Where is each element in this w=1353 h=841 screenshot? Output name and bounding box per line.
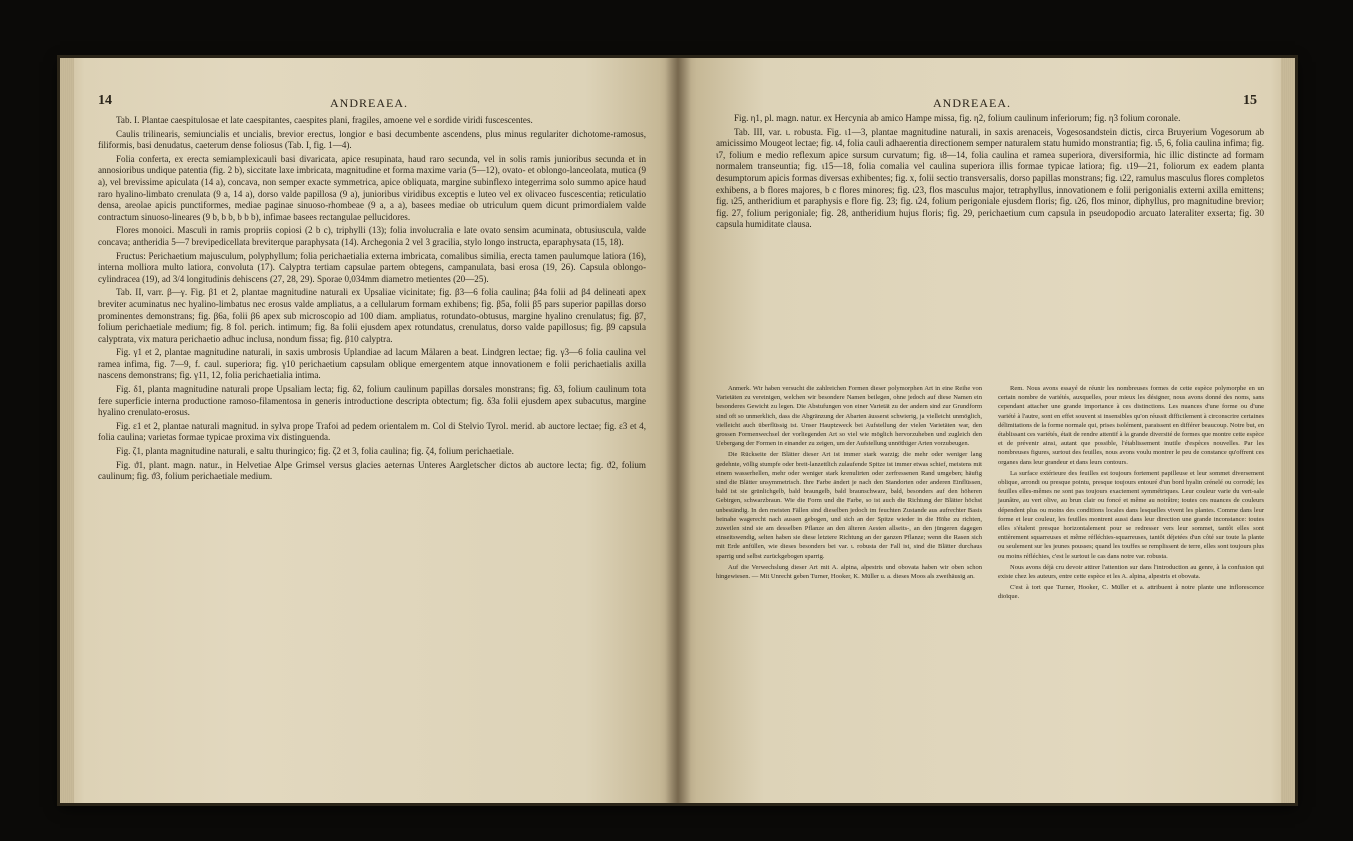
left-text-block (98, 115, 646, 485)
paragraph: Fructus: Perichaetium majusculum, polyphyllum; folia perichaetialia externa imbricata, comalibus similia, erecta tamen paulumque latiora (16), interna molliora multo latiora, convoluta (17). Calyptra tertiam capsulae partem obtegens, campanulata, basi erosa (19, 26). Capsula oblongo-cylindracea (19), ad 3/4 longitudinis dehiscens (27, 28, 29). Sporae 0,034mm diametro metientes (20—25). (98, 250, 646, 284)
note-paragraph: La surface extérieure des feuilles est toujours fortement papilleuse et leur sommet diversement oblique, arrondi ou presque pointu, presque toujours entouré d'un bord hyalin crénelé ou corrodé; les feuilles elles-mêmes ne sont pas toujours exactement symmétriques. Leur couleur varie du vert-sale jaunâtre, au vert olive, au brun clair ou foncé et même au noirâtre; toutes ces nuances de couleurs dépendent plus ou moins des conditions locales dans lesquelles vivent les plantes. Comme dans leur forme et leur couleur, les feuilles montrent aussi dans leur direction une grande inconstance: toutes elles s'étalent presque horizontalement pour se redresser vers leur sommet, tantôt elles sont entièrement squarreuses et même réfléchies-squarreuses, tantôt déjetées d'un côté sur toute la plante ou seulement sur les jeunes pousses; quand les touffes se remplissent de terre, elles sont toujours plus ou moins réfléchies, c'est le surtout le cas dans notre var. robusta. (998, 469, 1264, 560)
note-paragraph: Auf die Verwechslung dieser Art mit A. alpina, alpestris und obovata haben wir oben schon hingewiesen. — Mit Unrecht geben Turner, Hooker, K. Müller u. a. dieses Moos als zweihäusig an. (716, 563, 982, 581)
note-paragraph: Rem. Nous avons essayé de réunir les nombreuses formes de cette espèce polymorphe en un certain nombre de variétés, auxquelles, pour mieux les désigner, nous avons donné des noms, sans cependant attacher une grande importance à ces distinctions. Les nuances d'une forme ou d'une variété à l'autre, sont en effet souvent si insensibles qu'on réussit difficilement à circonscrire certaines délimitations de la forme normale qui, prises isolément, paraissent en différer beaucoup. Notre but, en établissant ces variétés, était de rendre attentif à la grande diversité de formes que montre cette espèce et de prévenir ainsi, autant que possible, l'établissement inutile d'espèces nouvelles. Par les nombreuses figures, surtout des feuilles, nous avons voulu montrer le peu de constance qu'offrent ces organes dans leur grandeur et dans leurs contours. (998, 385, 1264, 466)
paragraph: Fig. γ1 et 2, plantae magnitudine naturali, in saxis umbrosis Uplandiae ad lacum Mälaren a beat. Lindgren lectae; fig. γ3—6 folia caulina vel ramea infima, fig. 7—9, f. caul. superiora; fig. γ10 perichaetium capsulam oblique emergentem atque innovationem e folii perichaetialis axilla nascens demonstrans; fig. γ11, 12, folia perichaetialia intima. (98, 347, 646, 381)
note-paragraph: C'est à tort que Turner, Hooker, C. Müller et a. attribuent à notre plante une inflorescence dioïque. (998, 584, 1264, 601)
paragraph: Fig. ζ1, planta magnitudine naturali, e saltu thuringico; fig. ζ2 et 3, folia caulina; fig. ζ4, folium perichaetiale. (116, 446, 514, 457)
note-french-column (998, 384, 1264, 604)
left-page (60, 58, 678, 803)
book-spread (60, 58, 1295, 803)
paragraph: Fig. δ1, planta magnitudine naturali prope Upsaliam lecta; fig. δ2, folium caulinum papillas dorsales monstrans; fig. δ3, folium caulinum tota fere superficie interna productione ramoso-filamentosa in generis introductione descripta obtectum; fig. δ3a folii ejusdem apex subacutus, margine hyalino crenulato-erosus. (98, 384, 646, 418)
right-text-block (716, 113, 1264, 233)
right-page (678, 58, 1295, 803)
paragraph: Tab. III, var. ι. robusta. Fig. ι1—3, plantae magnitudine naturali, in saxis arenaceis, Vogesosandstein dictis, circa Bruyerium Vogesorum ab amicissimo Mougeot lectae; fig. ι4, folia cauli adhaerentia directionem semper naturalem statu humido monstrantia; fig. ι5, 6, folia caulina infima; fig. ι7, folium e medio reflexum apice sursum curvatum; fig. ι8—14, folia caulina et ramea superiora, diversiformia, hic illic distincte ad formam normalem transeuntia; fig. ι15—18, folia comalia vel caulina superiora illis formae typicae latiora; fig. ι19—21, foliorum ex eadem planta desumptorum apicis formas diversas exhibentes; fig. x, folii sectio transversalis, dorso papillas monstrans; fig. ι22, ramulus masculus flores completos exhibens, a b flores majores, b c flores minores; fig. ι23, flos masculus major, tetraphyllus, innovationem e folii perigonialis externi axilla emittens; fig. ι25, antheridium et paraphysis e flore fig. 23; fig. ι24, folium perigoniale ejusdem floris; fig. ι26, flos minor, diphyllus, pro magnitudine brevior; fig. 27, folium perigoniale; fig. 28, antheridium hujus floris; fig. 29, perichaetium cum capsula in pseudopodio arcuato lateraliter exserta; fig. 30 capsula humiditate clausa. (716, 126, 1264, 230)
page-number: 15 (1243, 93, 1257, 108)
running-head: ANDREAEA. (330, 96, 408, 110)
page-edge-left (60, 58, 74, 803)
paragraph: Fig. ε1 et 2, plantae naturali magnitud. in sylva prope Trafoi ad pedem orientalem m. Col di Stelvio Tyrol. merid. ab auctore lectae; fig. ε3 et 4, folia caulina; varietas formae typicae proxima vix distinguenda. (98, 420, 646, 443)
running-head: ANDREAEA. (933, 96, 1011, 110)
note-paragraph: Anmerk. Wir haben versucht die zahlreichen Formen dieser polymorphen Art in eine Reihe von Varietäten zu vereinigen, welchen wir besondere Namen beilegen, ohne jedoch auf diese Namen ein besonderes Gewicht zu legen. Die Abstufungen von einer Varietät zu der andern sind zur Grundform sind oft so unmerklich, dass die Abgränzung der Abarten äusserst schwierig, ja vielleicht unmöglich, vielleicht auch überflüssig ist. Unser Hauptzweck bei Aufstellung der vielen Varietäten war, den grossen Formenwechsel der vorliegenden Art so viel wie möglich hervorzuheben und zugleich den Uebergang der Formen in einander zu zeigen, um der Aufstellung unnöthiger Arten vorzubeugen. (716, 385, 982, 448)
page-edge-right (1281, 58, 1295, 803)
paragraph: Fig. ϑ1, plant. magn. natur., in Helvetiae Alpe Grimsel versus glacies aeternas Unteres Aargletscher dictos ab auctore lecta; fig. ϑ2, folium caulinum; fig. ϑ3, folium perichaetiale medium. (98, 459, 646, 482)
note-paragraph: Die Rückseite der Blätter dieser Art ist immer stark warzig; die mehr oder weniger lang gedehnte, völlig stumpfe oder breit-lanzettlich zulaufende Spitze ist immer etwas schief, meistens mit einem wasserhellen, mehr oder weniger stark krenulirten oder zerfressenen Rand umgeben; häufig sind die Blätter unsymmetrisch. Ihre Farbe ändert je nach den Standorten oder anderen Einflüssen, bald ist sie grünlichgelb, bald braungelb, bald braunschwarz, bald, besonders auf den höheren Gebirgen, schwarzbraun. Wie die Form und die Farbe, so ist auch die Richtung der Blätter höchst unbeständig. In den meisten Fällen sind dieselben jedoch im feuchten Zustande aus aufrechter Basis beinahe wagerecht nach aussen gebogen, und sich an der Spitze wieder in die Höhe zu richten, zuweilen sind sie am desselben Pflanze an den älteren Aesten allseits-, an den jüngeren dagegen einseitswendig, selten haben sie diese letztere Richtung an der ganzen Pflanze; wenn die Rasen sich mit Erde anfüllen, wie dieses besonders bei var. ι. robusta der Fall ist, sind die Blätter durchaus sparrig und selbst zurückgebogen sparrig. (716, 451, 982, 560)
paragraph: Caulis trilinearis, semiuncialis et uncialis, brevior erectus, longior e basi decumbente ascendens, plus minus regulariter dichotome-ramosus, filiformis, basi denudatus, caeterum dense foliosus (Tab. I, fig. 1—4). (98, 128, 646, 151)
page-number: 14 (98, 93, 112, 108)
book-gutter (665, 58, 691, 803)
note-german-column (716, 384, 982, 604)
paragraph: Folia conferta, ex erecta semiamplexicauli basi divaricata, apice resupinata, haud raro secunda, vel in solis ramis junioribus secunda et in annosioribus undique patentia (fig. 2 b), siccitate laxe imbricata, magnitudine et forma maxime varia (5—12), ovato- et oblongo-lanceolata, mutica (9 a), vel brevissime apiculata (14 a), concava, non semper exacte symmetrica, apice obliquata, margine subinflexo integerrima solo summo apice haud raro hyalino-limbato crenulata (9 a, 14 a), dorso valde papillosa (9 a), junioribus viridibus exceptis e luteo vel ex olivaceo fuscescentia; reticulatio densa, areolae apicis punctiformes, mediae paginae sinuoso-rhombeae (9 a, a a), basees mediae ob utriculum quem dicunt primordialem valde contractum sinuoso-lineares (9 b, b b, b b b), infimae basees rectangulae pellucidores. (98, 153, 646, 222)
footnote-columns (716, 384, 1264, 604)
paragraph: Flores monoici. Masculi in ramis propriis copiosi (2 b c), triphylli (13); folia involucralia e late ovato sensim acuminata, obtusiuscula, valde concava; antheridia 5—7 brevipedicellata breviterque paraphysata (14). Archegonia 2 vel 3 gracilia, stylo longo instructa, eparaphysata (15, 18). (98, 225, 646, 247)
paragraph: Tab. II, varr. β—γ. Fig. β1 et 2, plantae magnitudine naturali ex Upsaliae vicinitate; fig. β3—6 folia caulina; β4a folii ad β4 delineati apex breviter acuminatus nec hyalino-limbatus nec erosus valde ampliatus, a a cellularum formam exhibens; fig. β5a, folii β5 pars superior papillas dorso prominentes demonstrans; fig. β6a, folii β6 apex sub microscopio ad 100 diam. ampliatus, rotundato-obtusus, margine hyalino crenulatus; fig. β7, folium perichaetiale medium; fig. 8 fol. perich. intimum; fig. 8a folii ejusdem apex rotundatus, crenulatus, dorso valde papillosus; fig. β9 capsula calyptrata, vix matura perichaetio adhuc inclusa, nondum fissa; fig. β10 calyptra. (98, 287, 646, 344)
paragraph: Fig. η1, pl. magn. natur. ex Hercynia ab amico Hampe missa, fig. η2, folium caulinum inferiorum; fig. η3 folium coronale. (734, 113, 1181, 123)
note-paragraph: Nous avons déjà cru devoir attirer l'attention sur dans l'introduction au genre, à la confusion qui existe chez les auteurs, entre cette espèce et les A. alpina, alpestris et obovata. (998, 563, 1264, 581)
paragraph: Tab. I. Plantae caespitulosae et late caespitantes, caespites plani, fragiles, amoene vel e sordide viridi fuscescentes. (116, 115, 533, 125)
